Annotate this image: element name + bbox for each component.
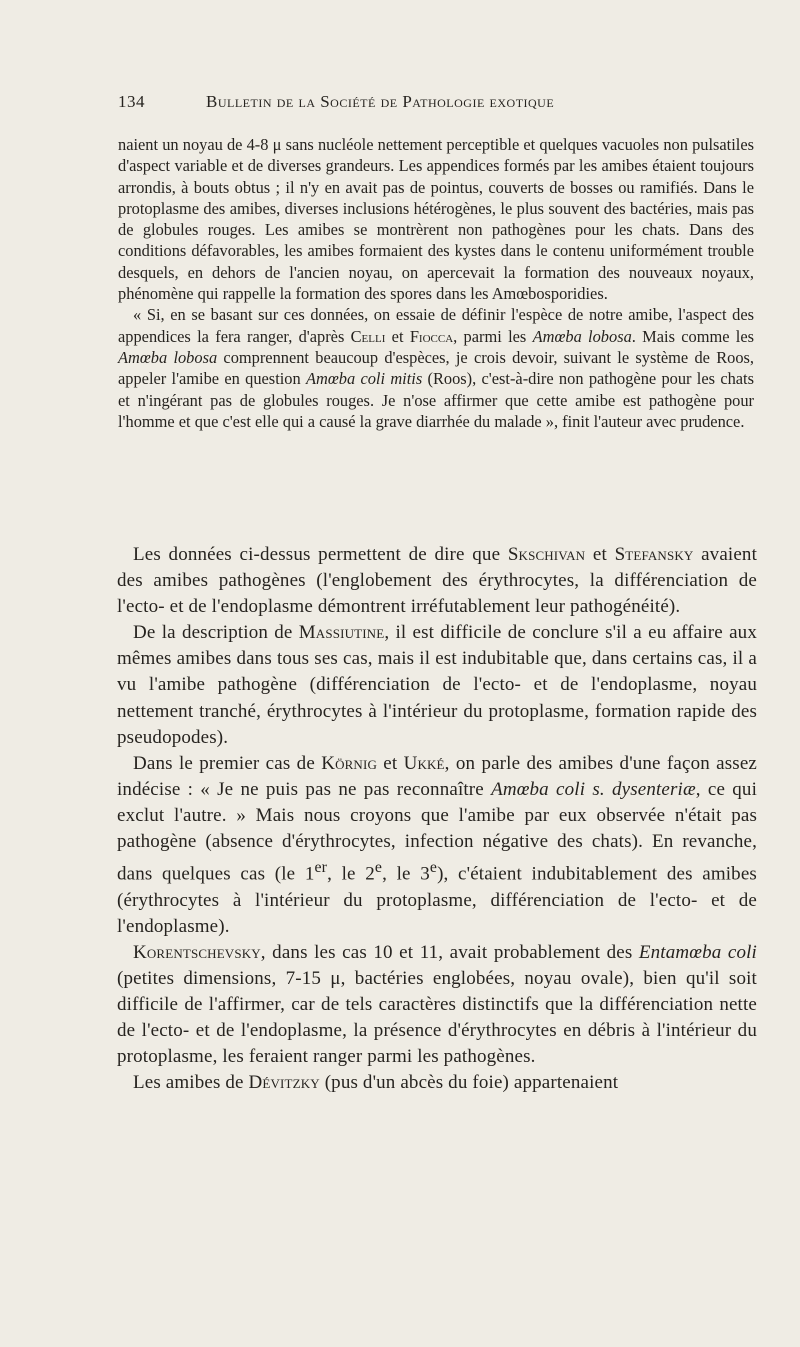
species-name: Amœba lobosa [118,347,218,367]
author-name: Korentschevsky [133,941,261,963]
author-name: Skschivan [507,544,586,565]
quote-paragraph: naient un noyau de 4-8 μ sans nucléole nettement perceptible et quelques vacuoles non pulsatiles d'aspect variable et de diverses grandeurs. Les appendices formés par les amibes étaient toujours arrondis, à bouts obtus ; il n'y en avait pas de pointus, couverts de bosses ou ramifiés. Dans le protoplasme des amibes, diverses inclusions hétérogènes, le plus souvent des bactéries, mais pas de globules rouges. Les amibes se montrèrent non pathogènes pour les chats. Dans des conditions défavorables, les amibes formaient des kystes dans le contenu uniformément trouble desquels, en dehors de l'ancien noyau, on apercevait la formation des nouveaux noyaux, phénomène qui rappelle la formation des spores dans les Amœbosporidies. [118,135,754,304]
body-paragraph: Les données ci-dessus permettent de dire que Skschivan et Stefansky avaient des amibes pathogènes (l'englobement des érythrocytes, la différenciation de l'ecto- et de l'endoplasme démontrent irréfutablement leur pathogénéité). [117,544,758,618]
body-paragraph: Dans le premier cas de Körnig et Ukké, on parle des amibes d'une façon assez indécise : « Je ne puis pas ne pas reconnaître Amœba coli s. dysenteriæ, ce qui exclut l'autre. » Mais nous croyons que l'amibe par eux observée n'était pas pathogène (absence d'érythrocytes, infection négative des chats). En revanche, dans quelques cas (le 1er, le 2e, le 3e), c'étaient indubitablement des amibes (érythrocytes à l'intérieur du protoplasme, différenciation de l'ecto- et de l'endoplasme). [117,752,758,937]
species-name: Entamœba coli [638,941,757,963]
species-name: Amœba coli s. dysenteriæ [491,778,696,800]
author-name: Celli [350,326,386,346]
page-number: 134 [118,92,145,111]
main-text [117,542,757,1096]
body-paragraph: Les amibes de Dévitzky (pus d'un abcès du foie) appartenaient [133,1072,619,1094]
author-name: Fiocca [409,326,454,346]
author-name: Körnig [321,752,377,774]
author-name: Massiutine [298,622,385,644]
quote-paragraph: « Si, en se basant sur ces données, on essaie de définir l'espèce de notre amibe, l'aspect des appendices la fera ranger, d'après Celli et Fiocca, parmi les Amœba lobosa. Mais comme les Amœba lobosa comprennent beaucoup d'espèces, je crois devoir, suivant le système de Roos, appeler l'amibe en question Amœba coli mitis (Roos), c'est-à-dire non pathogène pour les chats et n'ingérant pas de globules rouges. Je n'ose affirmer que cette amibe est pathogène pour l'homme et que c'est elle qui a causé la grave diarrhée du malade », finit l'auteur avec prudence. [118,305,754,431]
quoted-passage [118,134,754,432]
body-paragraph: Korentschevsky, dans les cas 10 et 11, avait probablement des Entamœba coli (petites dimensions, 7-15 μ, bactéries englobées, noyau ovale), bien qu'il soit difficile de l'affirmer, car de tels caractères distinctifs que la différenciation nette de l'ecto- et de l'endoplasme, la présence d'érythrocytes en débris à l'intérieur du protoplasme, les feraient ranger parmi les pathogènes. [117,941,757,1068]
author-name: Ukké [403,752,445,774]
author-name: Dévitzky [248,1072,320,1094]
species-name: Amœba lobosa [532,326,632,346]
running-title: Bulletin de la Société de Pathologie exotique [206,92,555,111]
species-name: Amœba coli mitis [305,369,423,389]
page-header [118,92,678,116]
body-paragraph: De la description de Massiutine, il est difficile de conclure s'il a eu affaire aux mêmes amibes dans tous ses cas, mais il est indubitable que, dans certains cas, il a vu l'amibe pathogène (différenciation de l'ecto- et de l'endoplasme, noyau nettement tranché, érythrocytes à l'intérieur du protoplasme, formation rapide des pseudopodes). [117,622,757,748]
author-name: Stefansky [614,544,694,565]
